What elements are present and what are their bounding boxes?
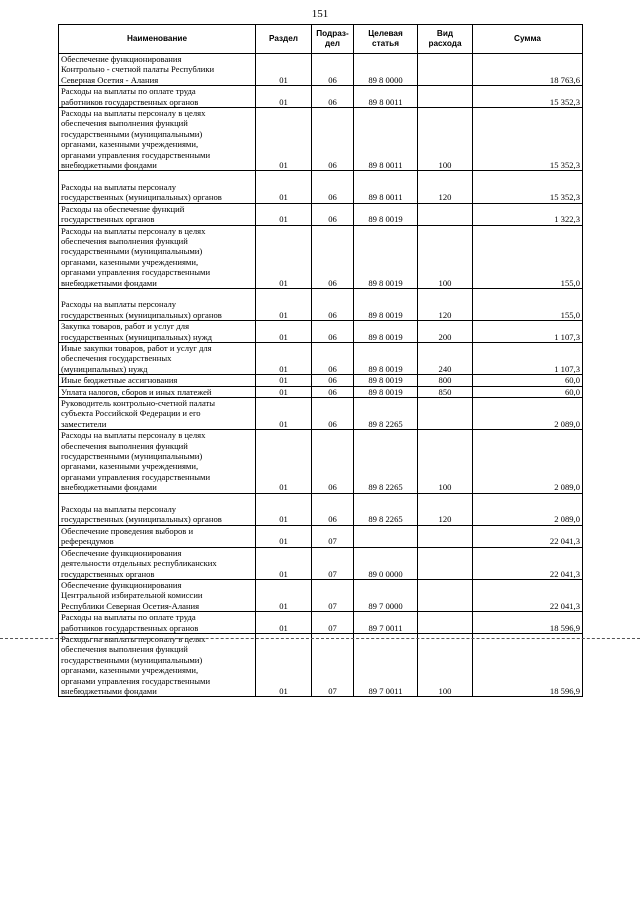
row-celevaya-cell: 89 0 0000 <box>354 547 418 579</box>
row-vid-cell: 850 <box>418 386 473 397</box>
row-vid-cell: 120 <box>418 493 473 525</box>
row-podrazdel-cell: 06 <box>312 171 354 203</box>
table-row <box>59 386 583 397</box>
row-podrazdel-cell: 06 <box>312 375 354 386</box>
row-celevaya-cell: 89 7 0011 <box>354 633 418 696</box>
row-name-cell: Расходы на выплаты по оплате труда работников государственных органов <box>59 86 256 108</box>
table-row <box>59 108 583 171</box>
row-name-cell: Обеспечение функционирования Центральной избирательной комиссии Республики Северная Осетия-Алания <box>59 579 256 611</box>
row-razdel-cell: 01 <box>256 398 312 430</box>
row-vid-cell: 240 <box>418 342 473 374</box>
row-summa-cell: 155,0 <box>473 288 583 320</box>
row-vid-cell <box>418 579 473 611</box>
row-summa-cell: 15 352,3 <box>473 86 583 108</box>
row-summa-cell: 15 352,3 <box>473 108 583 171</box>
row-name-cell: Расходы на выплаты персоналу в целях обеспечения выполнения функций государственными (муниципальными) органами, казенными учреждениями, органами управления государственными внебюджетными фондами <box>59 108 256 171</box>
row-name-cell: Обеспечение проведения выборов и референдумов <box>59 525 256 547</box>
row-podrazdel-cell: 07 <box>312 525 354 547</box>
row-name-cell: Расходы на выплаты персоналу государственных (муниципальных) органов <box>59 171 256 203</box>
table-row <box>59 321 583 343</box>
row-razdel-cell: 01 <box>256 525 312 547</box>
table-row <box>59 86 583 108</box>
table-row <box>59 288 583 320</box>
row-name-cell: Расходы на выплаты персоналу в целях обеспечения выполнения функций государственными (муниципальными) органами, казенными учреждениями, органами управления государственными внебюджетными фондами <box>59 225 256 288</box>
row-celevaya-cell <box>354 525 418 547</box>
table-row <box>59 225 583 288</box>
row-podrazdel-cell: 06 <box>312 225 354 288</box>
row-celevaya-cell: 89 8 0019 <box>354 321 418 343</box>
row-podrazdel-cell: 06 <box>312 430 354 493</box>
row-celevaya-cell: 89 8 2265 <box>354 493 418 525</box>
row-vid-cell: 100 <box>418 225 473 288</box>
row-podrazdel-cell: 06 <box>312 398 354 430</box>
table-row <box>59 171 583 203</box>
row-razdel-cell: 01 <box>256 386 312 397</box>
table-row <box>59 579 583 611</box>
row-name-cell: Иные бюджетные ассигнования <box>59 375 256 386</box>
row-name-cell: Обеспечение функционирования Контрольно - счетной палаты Республики Северная Осетия - Алания <box>59 54 256 86</box>
row-podrazdel-cell: 07 <box>312 612 354 634</box>
row-vid-cell: 100 <box>418 633 473 696</box>
table-row <box>59 54 583 86</box>
row-celevaya-cell: 89 8 0011 <box>354 108 418 171</box>
row-podrazdel-cell: 06 <box>312 493 354 525</box>
row-razdel-cell: 01 <box>256 342 312 374</box>
row-podrazdel-cell: 06 <box>312 342 354 374</box>
table-row <box>59 430 583 493</box>
row-razdel-cell: 01 <box>256 547 312 579</box>
row-name-cell: Расходы на выплаты персоналу в целях обеспечения выполнения функций государственными (муниципальными) органами, казенными учреждениями, органами управления государственными внебюджетными фондами <box>59 633 256 696</box>
row-celevaya-cell: 89 8 0019 <box>354 342 418 374</box>
row-summa-cell: 15 352,3 <box>473 171 583 203</box>
row-name-cell: Расходы на обеспечение функций государственных органов <box>59 203 256 225</box>
budget-table <box>58 24 583 697</box>
row-vid-cell <box>418 86 473 108</box>
row-celevaya-cell: 89 8 0019 <box>354 225 418 288</box>
row-razdel-cell: 01 <box>256 108 312 171</box>
row-vid-cell: 800 <box>418 375 473 386</box>
row-celevaya-cell: 89 8 0019 <box>354 203 418 225</box>
row-vid-cell: 200 <box>418 321 473 343</box>
row-summa-cell: 155,0 <box>473 225 583 288</box>
row-vid-cell: 100 <box>418 108 473 171</box>
table-row <box>59 493 583 525</box>
row-razdel-cell: 01 <box>256 493 312 525</box>
row-celevaya-cell: 89 8 0011 <box>354 86 418 108</box>
row-podrazdel-cell: 06 <box>312 54 354 86</box>
row-podrazdel-cell: 07 <box>312 579 354 611</box>
row-razdel-cell: 01 <box>256 203 312 225</box>
row-name-cell: Руководитель контрольно-счетной палаты субъекта Российской Федерации и его заместители <box>59 398 256 430</box>
row-razdel-cell: 01 <box>256 633 312 696</box>
row-razdel-cell: 01 <box>256 321 312 343</box>
row-razdel-cell: 01 <box>256 225 312 288</box>
row-podrazdel-cell: 06 <box>312 288 354 320</box>
row-razdel-cell: 01 <box>256 288 312 320</box>
dashed-separator <box>0 638 640 639</box>
row-name-cell: Расходы на выплаты персоналу государственных (муниципальных) органов <box>59 493 256 525</box>
row-name-cell: Иные закупки товаров, работ и услуг для обеспечения государственных (муниципальных) нужд <box>59 342 256 374</box>
table-row <box>59 398 583 430</box>
row-summa-cell: 18 763,6 <box>473 54 583 86</box>
row-summa-cell: 22 041,3 <box>473 525 583 547</box>
row-summa-cell: 22 041,3 <box>473 547 583 579</box>
table-row <box>59 525 583 547</box>
row-name-cell: Закупка товаров, работ и услуг для государственных (муниципальных) нужд <box>59 321 256 343</box>
row-vid-cell <box>418 547 473 579</box>
row-razdel-cell: 01 <box>256 171 312 203</box>
row-celevaya-cell: 89 7 0011 <box>354 612 418 634</box>
table-row <box>59 612 583 634</box>
row-celevaya-cell: 89 8 0000 <box>354 54 418 86</box>
row-razdel-cell: 01 <box>256 375 312 386</box>
row-razdel-cell: 01 <box>256 86 312 108</box>
table-row <box>59 203 583 225</box>
row-celevaya-cell: 89 8 0019 <box>354 288 418 320</box>
table-row <box>59 633 583 696</box>
row-podrazdel-cell: 06 <box>312 108 354 171</box>
row-vid-cell: 120 <box>418 171 473 203</box>
table-row <box>59 342 583 374</box>
row-podrazdel-cell: 06 <box>312 86 354 108</box>
row-summa-cell: 1 322,3 <box>473 203 583 225</box>
header-vid: Вид расхода <box>418 25 473 54</box>
row-summa-cell: 18 596,9 <box>473 633 583 696</box>
row-name-cell: Расходы на выплаты по оплате труда работников государственных органов <box>59 612 256 634</box>
header-celevaya: Целевая статья <box>354 25 418 54</box>
row-podrazdel-cell: 06 <box>312 386 354 397</box>
header-razdel: Раздел <box>256 25 312 54</box>
row-vid-cell <box>418 203 473 225</box>
row-celevaya-cell: 89 8 0011 <box>354 171 418 203</box>
page-number: 151 <box>311 8 329 20</box>
table-row <box>59 547 583 579</box>
row-summa-cell: 60,0 <box>473 375 583 386</box>
row-summa-cell: 1 107,3 <box>473 321 583 343</box>
header-name: Наименование <box>59 25 256 54</box>
row-razdel-cell: 01 <box>256 612 312 634</box>
row-podrazdel-cell: 07 <box>312 547 354 579</box>
row-celevaya-cell: 89 8 0019 <box>354 386 418 397</box>
row-celevaya-cell: 89 8 2265 <box>354 398 418 430</box>
row-podrazdel-cell: 07 <box>312 633 354 696</box>
row-razdel-cell: 01 <box>256 430 312 493</box>
row-name-cell: Расходы на выплаты персоналу государственных (муниципальных) органов <box>59 288 256 320</box>
row-razdel-cell: 01 <box>256 579 312 611</box>
row-vid-cell: 120 <box>418 288 473 320</box>
row-summa-cell: 18 596,9 <box>473 612 583 634</box>
row-vid-cell <box>418 54 473 86</box>
row-vid-cell <box>418 525 473 547</box>
row-podrazdel-cell: 06 <box>312 203 354 225</box>
row-summa-cell: 60,0 <box>473 386 583 397</box>
header-podrazdel: Подраз- дел <box>312 25 354 54</box>
row-celevaya-cell: 89 8 2265 <box>354 430 418 493</box>
row-vid-cell <box>418 398 473 430</box>
row-summa-cell: 2 089,0 <box>473 430 583 493</box>
row-razdel-cell: 01 <box>256 54 312 86</box>
row-celevaya-cell: 89 8 0019 <box>354 375 418 386</box>
row-summa-cell: 2 089,0 <box>473 493 583 525</box>
table-row <box>59 375 583 386</box>
table-header-row <box>59 25 583 54</box>
row-name-cell: Расходы на выплаты персоналу в целях обеспечения выполнения функций государственными (муниципальными) органами, казенными учреждениями, органами управления государственными внебюджетными фондами <box>59 430 256 493</box>
row-vid-cell <box>418 612 473 634</box>
row-vid-cell: 100 <box>418 430 473 493</box>
row-celevaya-cell: 89 7 0000 <box>354 579 418 611</box>
row-summa-cell: 2 089,0 <box>473 398 583 430</box>
row-name-cell: Уплата налогов, сборов и иных платежей <box>59 386 256 397</box>
row-summa-cell: 1 107,3 <box>473 342 583 374</box>
row-podrazdel-cell: 06 <box>312 321 354 343</box>
row-name-cell: Обеспечение функционирования деятельности отдельных республиканских государственных органов <box>59 547 256 579</box>
row-summa-cell: 22 041,3 <box>473 579 583 611</box>
header-summa: Сумма <box>473 25 583 54</box>
